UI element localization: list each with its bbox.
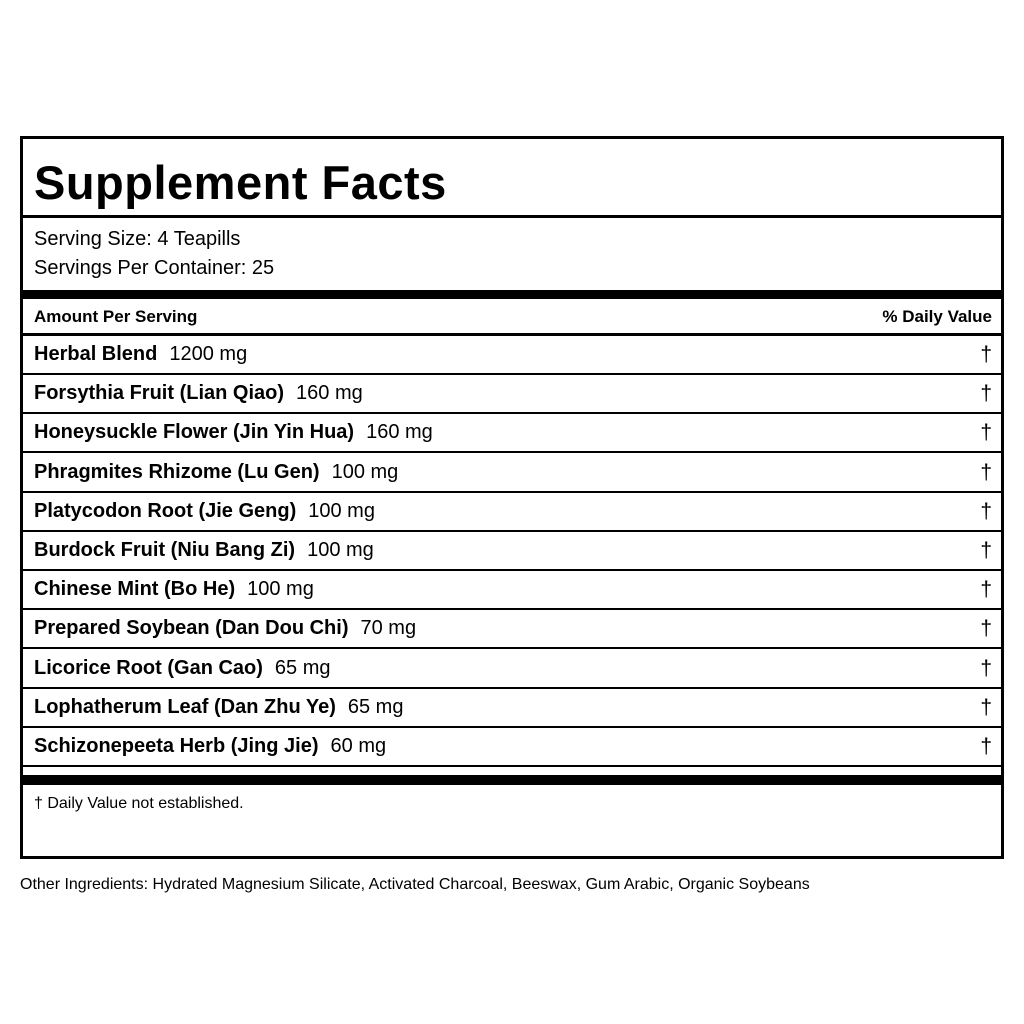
ingredient-amount: 160 mg (296, 382, 363, 405)
ingredient-daily-value: † (980, 421, 992, 445)
ingredient-label: Platycodon Root (Jie Geng) (34, 499, 297, 522)
ingredient-amount: 70 mg (360, 617, 417, 640)
ingredient-row (23, 571, 1001, 610)
amount-per-serving-header: Amount Per Serving (34, 307, 198, 326)
ingredient-row (23, 336, 1001, 375)
ingredient-amount: 1200 mg (169, 343, 248, 365)
ingredient-amount: 100 mg (331, 460, 399, 483)
supplement-facts-panel (20, 136, 1004, 859)
daily-value-header: % Daily Value (882, 307, 992, 326)
ingredient-name (34, 382, 363, 405)
ingredient-daily-value: † (980, 735, 992, 758)
ingredient-label: Chinese Mint (Bo He) (34, 578, 236, 601)
serving-size: Serving Size: 4 Teapills (34, 228, 241, 250)
ingredient-name (34, 735, 386, 758)
ingredient-row (23, 375, 1001, 414)
ingredient-name (34, 421, 433, 444)
ingredient-name (34, 617, 416, 640)
ingredient-name (34, 696, 403, 719)
ingredient-row (23, 532, 1001, 571)
ingredient-label: Prepared Soybean (Dan Dou Chi) (34, 617, 349, 640)
ingredient-daily-value: † (980, 499, 992, 523)
ingredient-name (34, 343, 247, 366)
ingredient-name (34, 657, 331, 680)
ingredient-daily-value: † (980, 695, 992, 719)
ingredient-daily-value: † (980, 578, 992, 602)
ingredient-daily-value: † (980, 539, 992, 562)
ingredient-label: Forsythia Fruit (Lian Qiao) (34, 382, 285, 405)
panel-title: Supplement Facts (34, 156, 447, 209)
ingredient-amount: 100 mg (308, 499, 375, 522)
row-divider (23, 765, 1001, 767)
ingredient-amount: 160 mg (366, 421, 433, 444)
servings-per-container: Servings Per Container: 25 (34, 257, 275, 279)
ingredient-row (23, 454, 1001, 493)
ingredient-label: Lophatherum Leaf (Dan Zhu Ye) (34, 695, 336, 718)
thick-divider-bottom (23, 775, 1001, 785)
ingredient-label: Phragmites Rhizome (Lu Gen) (34, 460, 320, 483)
ingredient-row (23, 728, 1001, 767)
ingredient-row (23, 610, 1001, 649)
ingredient-daily-value: † (980, 656, 992, 680)
ingredient-label: Burdock Fruit (Niu Bang Zi) (34, 539, 296, 561)
ingredient-amount: 65 mg (274, 656, 331, 679)
ingredient-label: Honeysuckle Flower (Jin Yin Hua) (34, 421, 355, 444)
ingredient-label: Schizonepeeta Herb (Jing Jie) (34, 735, 319, 757)
ingredient-label: Licorice Root (Gan Cao) (34, 656, 263, 679)
ingredient-amount: 100 mg (307, 539, 374, 561)
ingredient-row (23, 650, 1001, 689)
ingredient-name (34, 500, 375, 523)
ingredient-daily-value: † (980, 617, 992, 641)
ingredient-name (34, 461, 398, 484)
thick-divider-top (23, 290, 1001, 299)
title-divider (23, 215, 1001, 218)
ingredient-daily-value: † (980, 460, 992, 484)
footnote: † Daily Value not established. (34, 795, 244, 812)
ingredient-daily-value: † (980, 343, 992, 366)
ingredient-row (23, 689, 1001, 728)
ingredient-amount: 100 mg (247, 578, 314, 601)
ingredient-name (34, 578, 314, 601)
ingredient-amount: 65 mg (347, 695, 404, 718)
ingredient-label: Herbal Blend (34, 343, 158, 365)
ingredient-amount: 60 mg (330, 735, 387, 757)
other-ingredients: Other Ingredients: Hydrated Magnesium Silicate, Activated Charcoal, Beeswax, Gum Arabic, Organic Soybeans (20, 876, 810, 893)
ingredient-daily-value: † (980, 382, 992, 406)
ingredient-row (23, 493, 1001, 532)
ingredient-row (23, 414, 1001, 453)
ingredient-name (34, 539, 374, 562)
